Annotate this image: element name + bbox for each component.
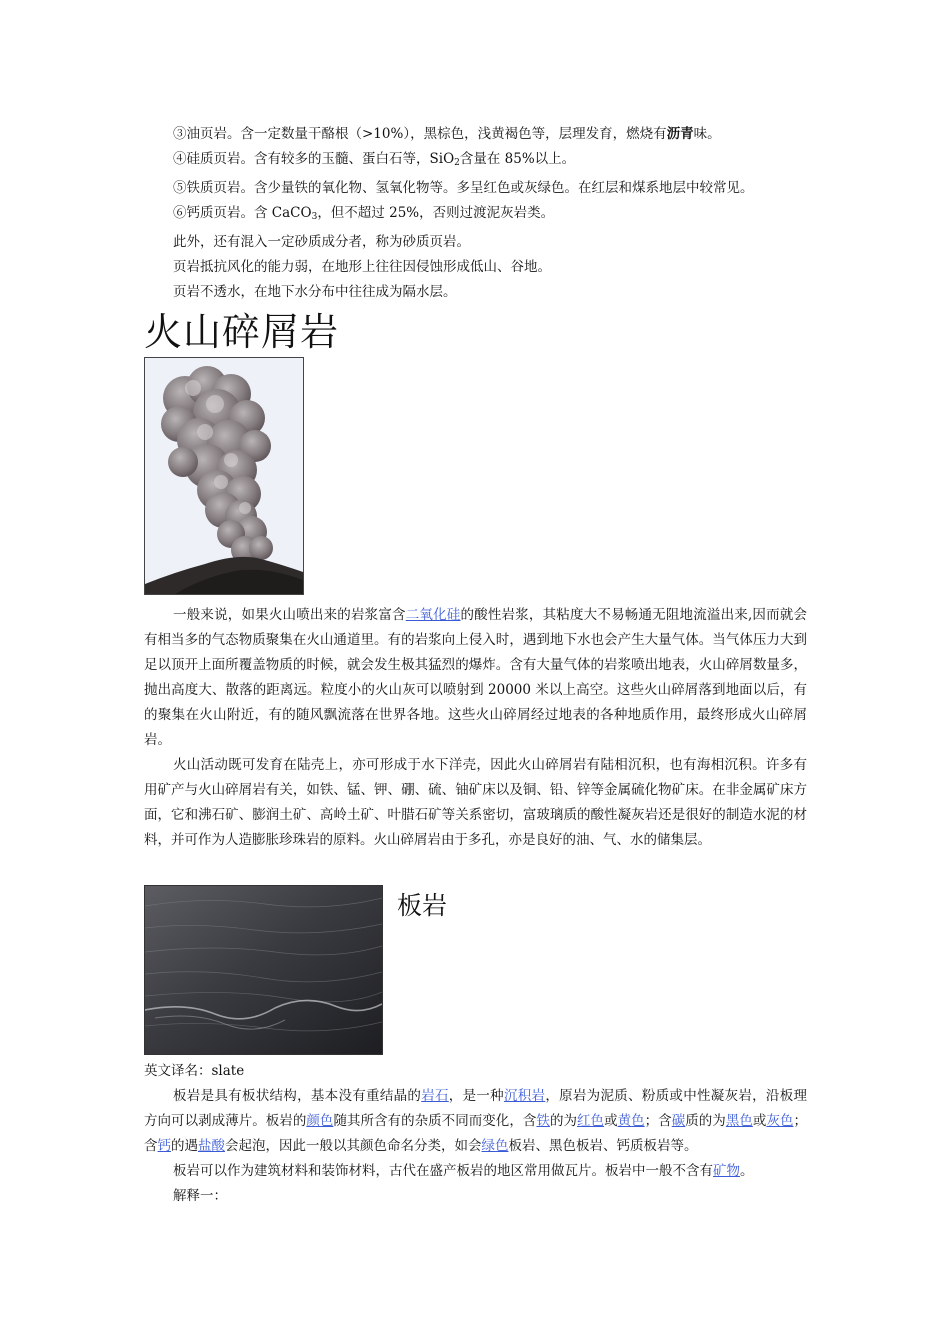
shale-note: 页岩抵抗风化的能力弱，在地形上往往因侵蚀形成低山、谷地。 (173, 259, 551, 275)
gray-link[interactable]: 灰色 (766, 1113, 794, 1129)
document-content (144, 122, 807, 1209)
sedimentary-rock-link[interactable]: 沉积岩 (503, 1088, 546, 1104)
color-link[interactable]: 颜色 (306, 1113, 334, 1129)
black-link[interactable]: 黑色 (725, 1113, 753, 1129)
calcium-link[interactable]: 钙 (157, 1138, 171, 1154)
explanation-label: 解释一： (173, 1188, 227, 1204)
shale-item-ferruginous: ⑤铁质页岩。含少量铁的氧化物、氢氧化物等。多呈红色或灰绿色。在红层和煤系地层中较常见。 (173, 180, 754, 196)
green-link[interactable]: 绿色 (481, 1138, 509, 1154)
red-link[interactable]: 红色 (577, 1113, 605, 1129)
pyroclastic-paragraph-1: 一般来说，如果火山喷出来的岩浆富含二氧化硅的酸性岩浆，其粘度大不易畅通无阻地流溢出来,因而就会有相当多的气态物质聚集在火山通道里。有的岩浆向上侵入时，遇到地下水也会产生大量气体。当气体压力大到足以顶开上面所覆盖物质的时候，就会发生极其猛烈的爆炸。含有大量气体的岩浆喷出地表，火山碎屑数量多，抛出高度大、散落的距离远。粒度小的火山灰可以喷射到 20000 米以上高空。这些火山碎屑落到地面以后，有的聚集在火山附近，有的随风飘流落在世界各地。这些火山碎屑经过地表的各种地质作用，最终形成火山碎屑岩。 (144, 607, 808, 748)
asphalt-term: 沥青 (666, 126, 694, 142)
hydrochloric-acid-link[interactable]: 盐酸 (198, 1138, 225, 1154)
shale-note: 此外，还有混入一定砂质成分者，称为砂质页岩。 (173, 234, 470, 250)
shale-note: 页岩不透水，在地下水分布中往往成为隔水层。 (173, 284, 457, 300)
shale-item-oil: ③油页岩。含一定数量干酪根（>10%），黑棕色，浅黄褐色等，层理发育，燃烧有沥青味。 (173, 126, 721, 142)
slate-header-row (144, 885, 807, 1055)
slate-heading: 板岩 (397, 891, 448, 920)
mineral-link[interactable]: 矿物 (713, 1163, 740, 1179)
slate-rock-photo (144, 885, 383, 1055)
rock-link[interactable]: 岩石 (421, 1088, 449, 1104)
iron-link[interactable]: 铁 (536, 1113, 550, 1129)
slate-paragraph-1: 板岩是具有板状结构，基本没有重结晶的岩石，是一种沉积岩，原岩为泥质、粉质或中性凝灰岩，沿板理方向可以剥成薄片。板岩的颜色随其所含有的杂质不同而变化，含铁的为红色或黄色；含碳质的为黑色或灰色；含钙的遇盐酸会起泡，因此一般以其颜色命名分类，如会绿色板岩、黑色板岩、钙质板岩等。 (144, 1088, 808, 1154)
volcano-eruption-photo (144, 357, 304, 595)
volcano-eruption-illustration (145, 358, 303, 594)
slate-rock-illustration (145, 886, 382, 1054)
silica-link[interactable]: 二氧化硅 (405, 607, 461, 623)
shale-item-calcareous: ⑥钙质页岩。含 CaCO$_3$，但不超过 25%，否则过渡泥灰岩类。 (173, 205, 555, 222)
yellow-link[interactable]: 黄色 (617, 1113, 645, 1129)
carbon-link[interactable]: 碳 (671, 1113, 686, 1129)
english-name: 英文译名：slate (144, 1063, 245, 1079)
pyroclastic-heading: 火山碎屑岩 (144, 310, 340, 354)
shale-item-siliceous: ④硅质页岩。含有较多的玉髓、蛋白石等，SiO$_2$含量在 85%以上。 (173, 151, 576, 168)
slate-paragraph-2: 板岩可以作为建筑材料和装饰材料，古代在盛产板岩的地区常用做瓦片。板岩中一般不含有矿物。 (173, 1163, 754, 1179)
pyroclastic-paragraph-2: 火山活动既可发育在陆壳上，亦可形成于水下洋壳，因此火山碎屑岩有陆相沉积，也有海相沉积。许多有用矿产与火山碎屑岩有关，如铁、锰、钾、硼、硫、铀矿床以及铜、铅、锌等金属硫化物矿床。在非金属矿床方面，它和沸石矿、膨润土矿、高岭土矿、叶腊石矿等关系密切，富玻璃质的酸性凝灰岩还是很好的制造水泥的材料，并可作为人造膨胀珍珠岩的原料。火山碎屑岩由于多孔，亦是良好的油、气、水的储集层。 (144, 757, 807, 848)
